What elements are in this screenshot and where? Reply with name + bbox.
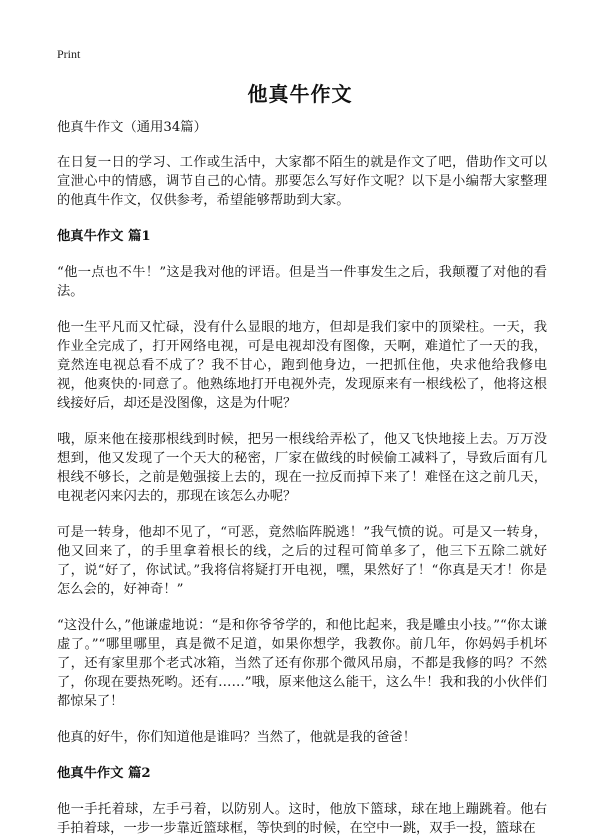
- paragraph: “他一点也不牛！”这是我对他的评语。但是当一件事发生之后，我颠覆了对他的看法。: [57, 265, 547, 299]
- paragraph: 他真的好牛，你们知道他是谁吗？当然了，他就是我的爸爸！: [57, 730, 417, 745]
- paragraph: 可是一转身，他却不见了，“可恶，竟然临阵脱逃！”我气愤的说。可是又一转身，他又回来了，的手里拿着根长的线，之后的过程可简单多了，他三下五除二就好了，说“好了，你试试。”我将信将疑打开电视，嘿，果然好了！“你真是天才！你是怎么会的，好神奇！”: [57, 525, 547, 597]
- print-link[interactable]: Print: [57, 47, 81, 61]
- article-body: [57, 118, 547, 838]
- paragraph: 哦，原来他在接那根线到时候，把另一根线给弄松了，他又飞快地接上去。万万没想到，他又发现了一个天大的秘密，厂家在做线的时候偷工减料了，导致后面有几根线不够长，之前是勉强接上去的，现在一拉反而掉下来了！难怪在这之前几天，电视老闪来闪去的，那现在该怎么办呢？: [57, 432, 547, 504]
- section-heading-1: 他真牛作文 篇1: [57, 229, 151, 244]
- subtitle: 他真牛作文（通用34篇）: [57, 120, 207, 135]
- paragraph: 他一生平凡而又忙碌，没有什么显眼的地方，但却是我们家中的顶梁柱。一天，我作业全完成了，打开网络电视，可是电视却没有图像，天啊，难道忙了一天的我，竟然连电视总看不成了？我不甘心，跑到他身边，一把抓住他，央求他给我修电视，他爽快的·同意了。他熟练地打开电视外壳，发现原来有一根线松了，他将这根线接好后，却还是没图像，这是为什呢？: [57, 320, 547, 411]
- paragraph: 他一手托着球，左手弓着，以防别人。这时，他放下篮球，球在地上蹦跳着。他右手拍着球，一步一步靠近篮球框，等快到的时候，在空中一跳，双手一投，篮球在: [57, 802, 547, 836]
- intro-paragraph: 在日复一日的学习、工作或生活中，大家都不陌生的就是作文了吧，借助作文可以宣泄心中的情感，调节自己的心情。那要怎么写好作文呢？以下是小编帮大家整理的他真牛作文，仅供参考，希望能够帮助到大家。: [57, 155, 547, 208]
- page-title: 他真牛作文: [247, 82, 353, 106]
- paragraph: “这没什么，”他谦虚地说：“是和你爷爷学的，和他比起来，我是雕虫小技。”“你太谦虚了。”“哪里哪里，真是微不足道，如果你想学，我教你。前几年，你妈妈手机坏了，还有家里那个老式冰箱，当然了还有你那个微风吊扇，不都是我修的吗？不然了，你现在要热死哟。还有……”哦，原来他这么能干，这么牛！我和我的小伙伴们都惊呆了！: [57, 618, 547, 709]
- section-heading-2: 他真牛作文 篇2: [57, 766, 151, 781]
